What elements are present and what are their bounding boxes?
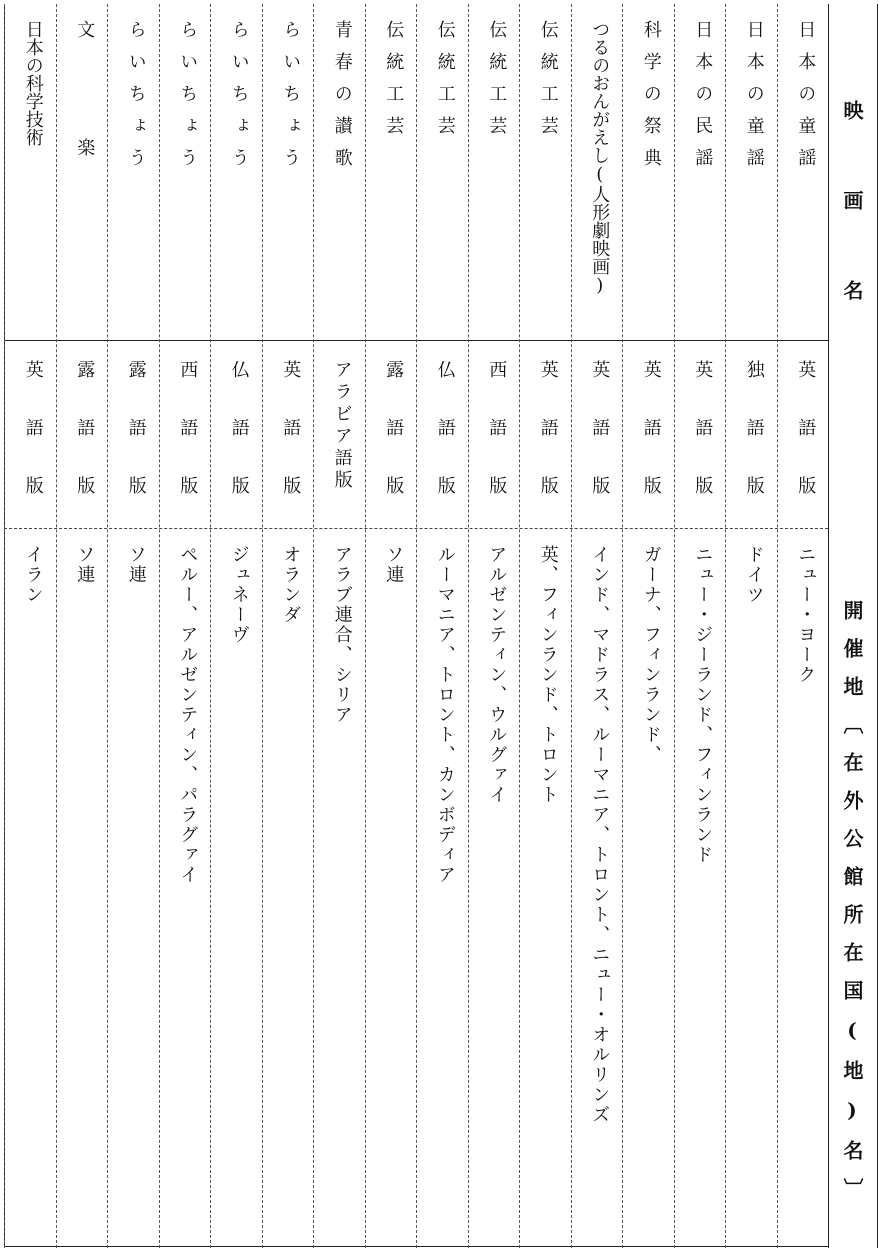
venue-cell: オランダ xyxy=(280,545,302,625)
film-title-cell: らいちょう xyxy=(280,20,302,180)
film-title-cell: 伝統工芸 xyxy=(537,20,559,148)
row-separator xyxy=(725,4,726,1248)
row-separator xyxy=(313,4,314,1248)
row-separator xyxy=(674,4,675,1248)
row-separator xyxy=(622,4,623,1248)
film-title-cell: 伝統工芸 xyxy=(383,20,405,148)
row-separator xyxy=(571,4,572,1248)
row-separator xyxy=(519,4,520,1248)
venue-cell: イラン xyxy=(22,545,44,605)
row-separator xyxy=(777,4,778,1248)
film-title-cell: らいちょう xyxy=(228,20,250,180)
version-cell: 英語版 xyxy=(537,360,559,534)
venue-cell: インド、マドラス、ルーマニア、トロント、ニュー・オルリンズ xyxy=(589,545,611,1125)
film-title-cell: 日本の民謡 xyxy=(692,20,714,180)
version-cell: 仏語版 xyxy=(434,360,456,534)
film-title-cell: 青春の讃歌 xyxy=(331,20,353,180)
row-separator xyxy=(262,4,263,1248)
venue-cell: ニュー・ヨーク xyxy=(795,545,817,685)
film-title-cell: らいちょう xyxy=(177,20,199,180)
venue-cell: ルーマニア、トロント、カンボディア xyxy=(434,545,456,885)
version-cell: 英語版 xyxy=(589,360,611,534)
venue-cell: ソ連 xyxy=(125,545,147,585)
film-title-cell: 日本の科学技術 xyxy=(22,20,44,146)
film-title-cell: 日本の童謡 xyxy=(743,20,765,180)
version-cell: 独語版 xyxy=(743,360,765,534)
film-title-cell: つるのおんがえし(人形劇映画) xyxy=(589,20,611,296)
version-cell: 英語版 xyxy=(692,360,714,534)
row-separator xyxy=(159,4,160,1248)
row-separator xyxy=(416,4,417,1248)
film-title-header: 映画名 xyxy=(840,100,864,370)
venue-cell: ガーナ、フィンランド、 xyxy=(640,545,662,765)
venue-cell: アルゼンティン、ウルグァイ xyxy=(486,545,508,805)
venue-cell: ソ連 xyxy=(74,545,96,585)
version-cell: アラビア語版 xyxy=(331,360,353,492)
venue-cell: 英、フィンランド、トロント xyxy=(537,545,559,805)
venue-cell: ソ連 xyxy=(383,545,405,585)
version-cell: 西語版 xyxy=(177,360,199,534)
film-title-cell: 伝統工芸 xyxy=(434,20,456,148)
version-cell: 露語版 xyxy=(125,360,147,534)
venue-header: 開催地〔在外公館所在国(地)名〕 xyxy=(840,600,864,1216)
film-title-cell: 科学の祭典 xyxy=(640,20,662,180)
venue-cell: ジュネーヴ xyxy=(228,545,250,645)
version-cell: 英語版 xyxy=(640,360,662,534)
film-title-cell: 伝統工芸 xyxy=(486,20,508,148)
row-separator xyxy=(210,4,211,1248)
film-title-cell: らいちょう xyxy=(125,20,147,180)
version-cell: 英語版 xyxy=(795,360,817,534)
row-separator xyxy=(56,4,57,1248)
venue-cell: ペルー、アルゼンティン、パラグァイ xyxy=(177,545,199,885)
film-title-cell: 日本の童謡 xyxy=(795,20,817,180)
table-border-right xyxy=(877,4,878,1248)
version-cell: 露語版 xyxy=(383,360,405,534)
version-cell: 英語版 xyxy=(280,360,302,534)
venue-cell: ドイツ xyxy=(743,545,765,605)
row-separator xyxy=(107,4,108,1248)
version-cell: 西語版 xyxy=(486,360,508,534)
version-cell: 英語版 xyxy=(22,360,44,534)
film-title-cell: 文楽 xyxy=(74,20,96,256)
row-separator xyxy=(365,4,366,1248)
row-separator xyxy=(4,4,5,1248)
version-cell: 露語版 xyxy=(74,360,96,534)
venue-cell: アラブ連合、シリア xyxy=(331,545,353,725)
header-column-border xyxy=(828,4,829,1248)
row-separator xyxy=(468,4,469,1248)
version-cell: 仏語版 xyxy=(228,360,250,534)
venue-cell: ニュー・ジーランド、フィンランド xyxy=(692,545,714,865)
